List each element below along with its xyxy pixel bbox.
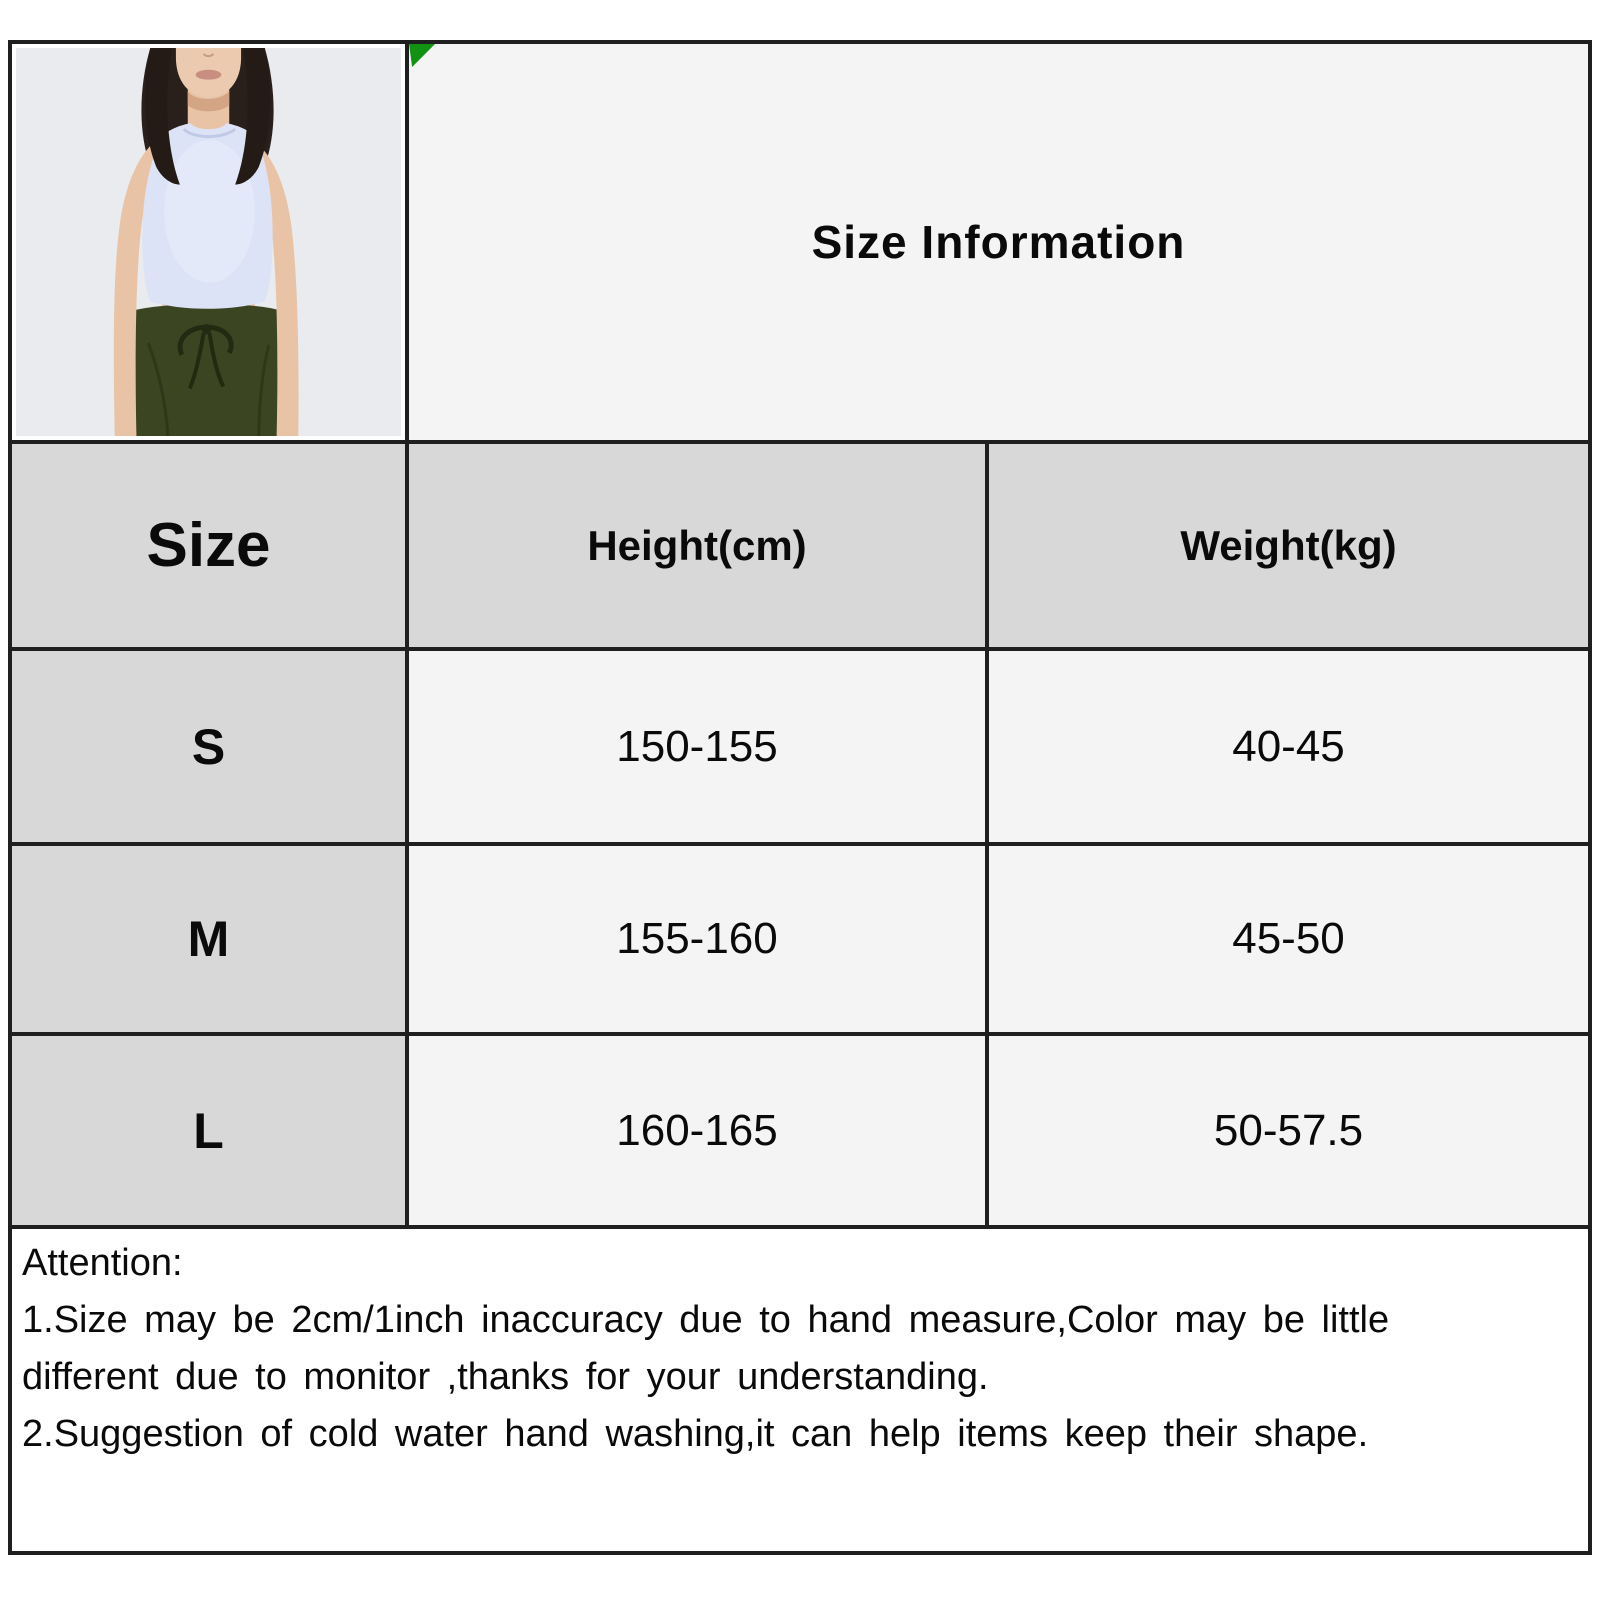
attention-note-1: 1.Size may be 2cm/1inch inaccuracy due to hand measure,Color may be little	[22, 1299, 1390, 1341]
green-corner-marker-icon	[409, 44, 435, 67]
height-value-l: 160-165	[409, 1036, 989, 1229]
weight-value-l: 50-57.5	[989, 1036, 1588, 1229]
weight-value-s: 40-45	[989, 651, 1588, 846]
product-photo	[12, 44, 409, 444]
product-photo-illustration	[16, 48, 401, 436]
row-label-l: L	[12, 1036, 409, 1229]
row-label-s: S	[12, 651, 409, 846]
column-header-weight: Weight(kg)	[989, 444, 1588, 651]
column-header-size: Size	[12, 444, 409, 651]
attention-heading: Attention:	[22, 1242, 183, 1284]
size-chart-table	[8, 40, 1592, 1555]
row-label-m: M	[12, 846, 409, 1036]
attention-note-1-continued: different due to monitor ,thanks for your understanding.	[22, 1356, 989, 1398]
title-cell	[409, 44, 1588, 444]
height-value-m: 155-160	[409, 846, 989, 1036]
height-value-s: 150-155	[409, 651, 989, 846]
tank-highlight	[164, 140, 255, 283]
page-title: Size Information	[811, 216, 1186, 268]
attention-section	[12, 1229, 1588, 1551]
model-lips	[196, 70, 222, 80]
model-pants	[123, 304, 293, 436]
attention-note-2: 2.Suggestion of cold water hand washing,it can help items keep their shape.	[22, 1413, 1369, 1455]
column-header-height: Height(cm)	[409, 444, 989, 651]
weight-value-m: 45-50	[989, 846, 1588, 1036]
